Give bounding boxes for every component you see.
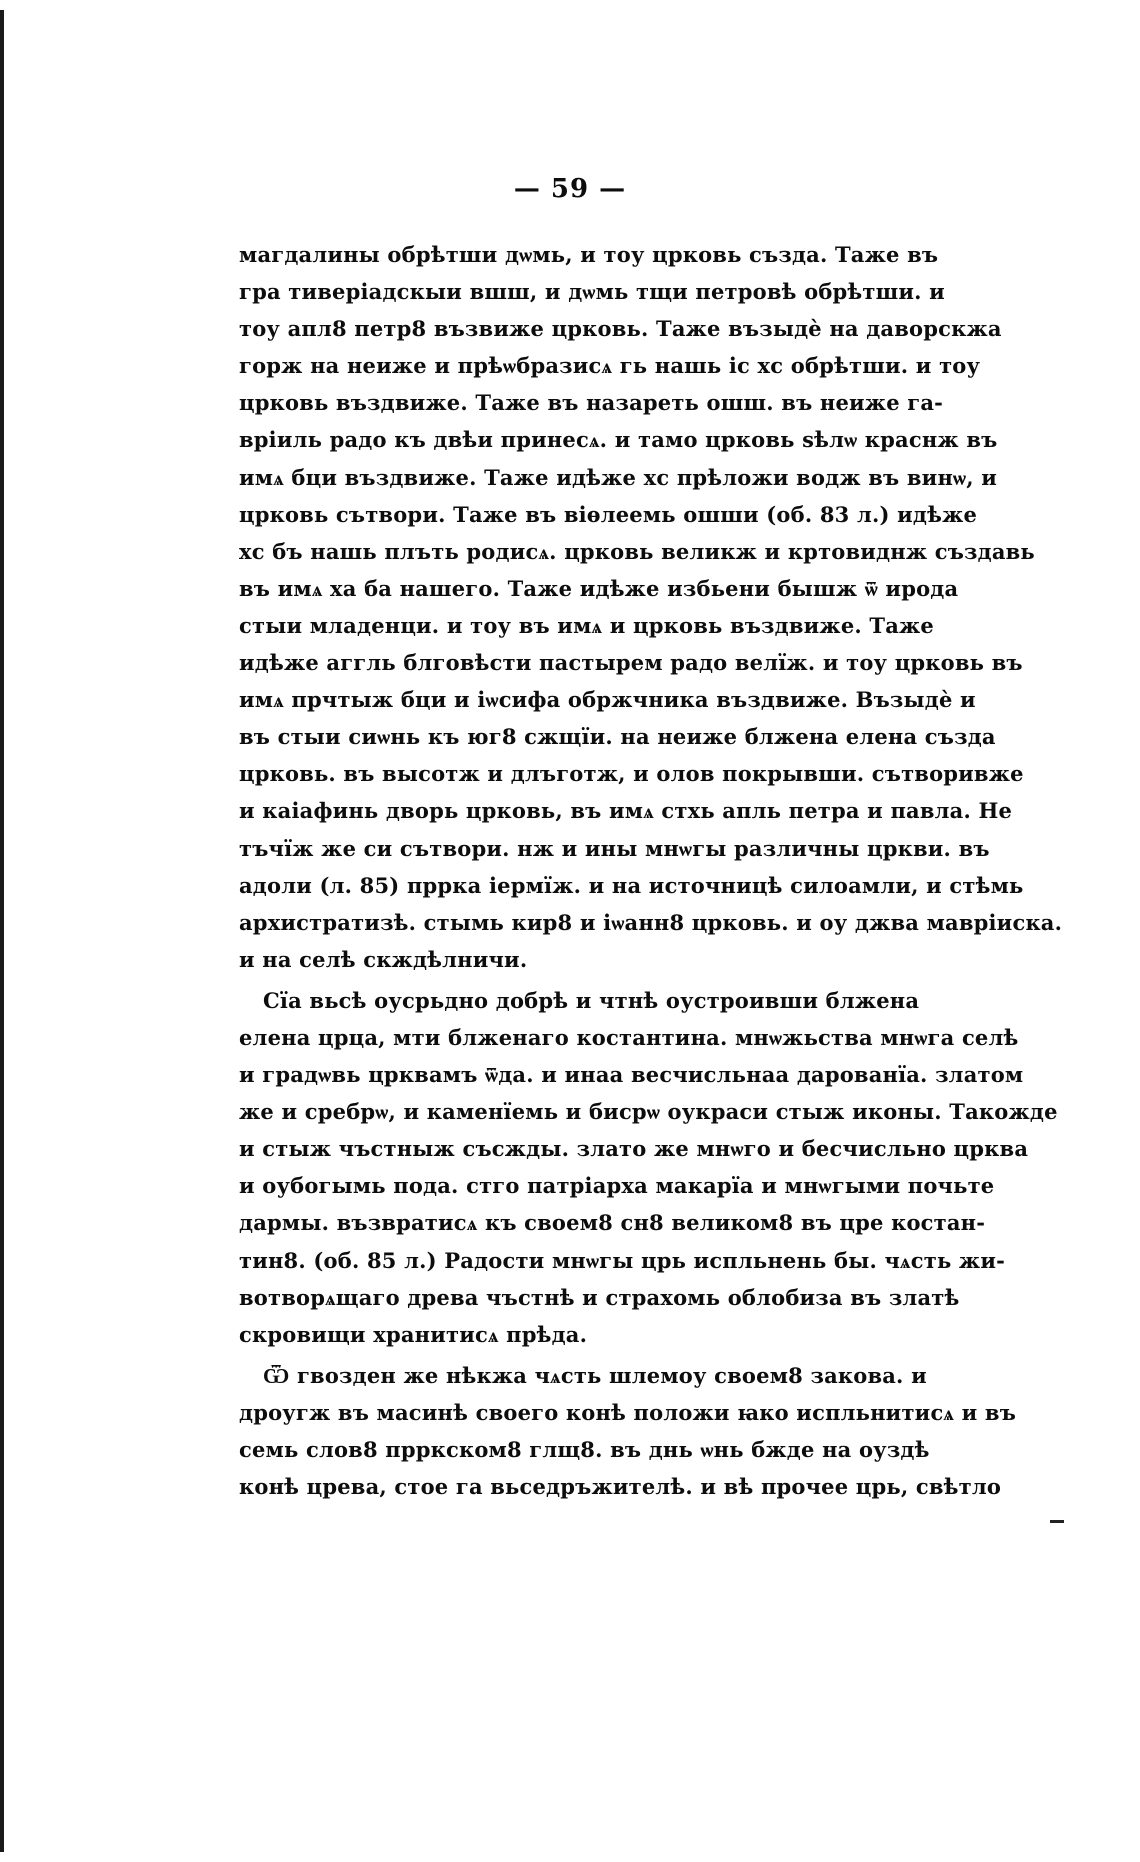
text-line: магдалины обрѣтши дѡмь, и тоу црковь създа. Таже въ [239,242,939,267]
text-line: хс бъ нашь плъть родисѧ. црковь великж и кртовиднж създавь [239,538,1035,564]
text-line: вотворѧщаго древа чъстнѣ и страхомь облобиза въ златѣ [239,1284,960,1310]
text-line: дроугж въ масинѣ своего конѣ положи ꙗко испльнитисѧ и въ [239,1399,1017,1425]
text-line: горж на неиже и прѣѡбразисѧ гь нашь іс хс обрѣтши. и тоу [239,353,981,379]
text-line: и каіафинь дворь црковь, въ имѧ стхь апль петра и павла. Не [239,798,1013,824]
text-line: елена црца, мти блженаго костантина. мнѡжьства мнѡга селѣ [239,1024,1019,1050]
text-line: конѣ црева, стое га вьседръжителѣ. и вѣ прочее црь, свѣтло [239,1474,1002,1500]
text-body [239,236,1063,1505]
text-line: дармы. възвратисѧ къ своем8 сн8 великом8 въ цре костан- [239,1210,986,1236]
text-line: тоу апл8 петр8 възвиже црковь. Таже възыдѐ на даворскжа [239,316,1002,342]
text-line: и оубогымь пода. стго патріарха макарїа и мнѡгыми почьте [239,1173,995,1199]
paragraph [239,1357,1017,1505]
text-line: црковь сътвори. Таже въ віѳлеемь ошши (об. 83 л.) идѣже [239,501,978,527]
text-line: имѧ бци въздвиже. Таже идѣже хс прѣложи водж въ винѡ, и [239,464,998,490]
text-line: и на селѣ скждѣлничи. [239,946,528,972]
text-line: адоли (л. 85) прркa іермїж. и на источницѣ силоамли, и стѣмь [239,872,1024,898]
text-line: и градѡвь црквамъ ѿда. и инаа весчисльнаа дарованїа. златом [239,1062,1024,1088]
text-line: и стыж чъстныж съсжды. злато же мнѡго и бесчисльно црква [239,1136,1029,1162]
text-line: Ѿ гвозден же нѣкжа чѧсть шлемоу своем8 закова. и [263,1362,927,1388]
text-line: гра тиверіадскыи вшш, и дѡмь тщи петровѣ обрѣтши. и [239,279,945,305]
text-line: имѧ прчтыж бци и іѡсифа обржчника въздвиже. Възыдѐ и [239,687,976,713]
text-line: скровищи хранитисѧ прѣда. [239,1321,588,1347]
margin-mark [1050,1520,1064,1523]
text-line: архистратизѣ. стымь кир8 и іѡанн8 црковь. и оу джва мавріиска. [239,909,1063,935]
text-line: тин8. (об. 85 л.) Радости мнѡгы црь испльнень бы. чѧсть жи- [239,1247,1006,1273]
paragraph [239,982,1058,1353]
text-line: стыи младенци. и тоу въ имѧ и црковь въздвиже. Таже [239,612,934,638]
text-line: семь слов8 прркском8 глщ8. въ днь ѡнь бжде на оуздѣ [239,1437,930,1462]
text-line: въ стыи сиѡнь къ юг8 сжщїи. на неиже блжена елена създа [239,724,996,750]
text-line: тъчїж же си сътвори. нж и ины мнѡгы различны цркви. въ [239,835,990,861]
text-line: въ имѧ ха ба нашего. Таже идѣже избьени бышж ѿ ирода [239,575,959,601]
text-line: црковь въздвиже. Таже въ назареть ошш. въ неиже га- [239,390,944,416]
text-line: идѣже аггль блговѣсти пастырем радо велїж. и тоу црковь въ [239,650,1023,676]
paragraph [239,236,1063,978]
text-line: црковь. въ высотж и длъготж, и олов покрывши. сътворивже [239,761,1024,787]
text-line: Сїа вьсѣ оусрьдно добрѣ и чтнѣ оустроивши блжена [263,987,920,1013]
page-edge-shadow [0,10,4,1852]
text-line: же и сребрѡ, и каменїемь и бисрѡ оукраси стыж иконы. Такожде [239,1099,1058,1125]
page-number: — 59 — [513,174,627,204]
text-line: вріиль радо къ двѣи принесѧ. и тамо црковь ѕѣлѡ краснж въ [239,427,998,453]
